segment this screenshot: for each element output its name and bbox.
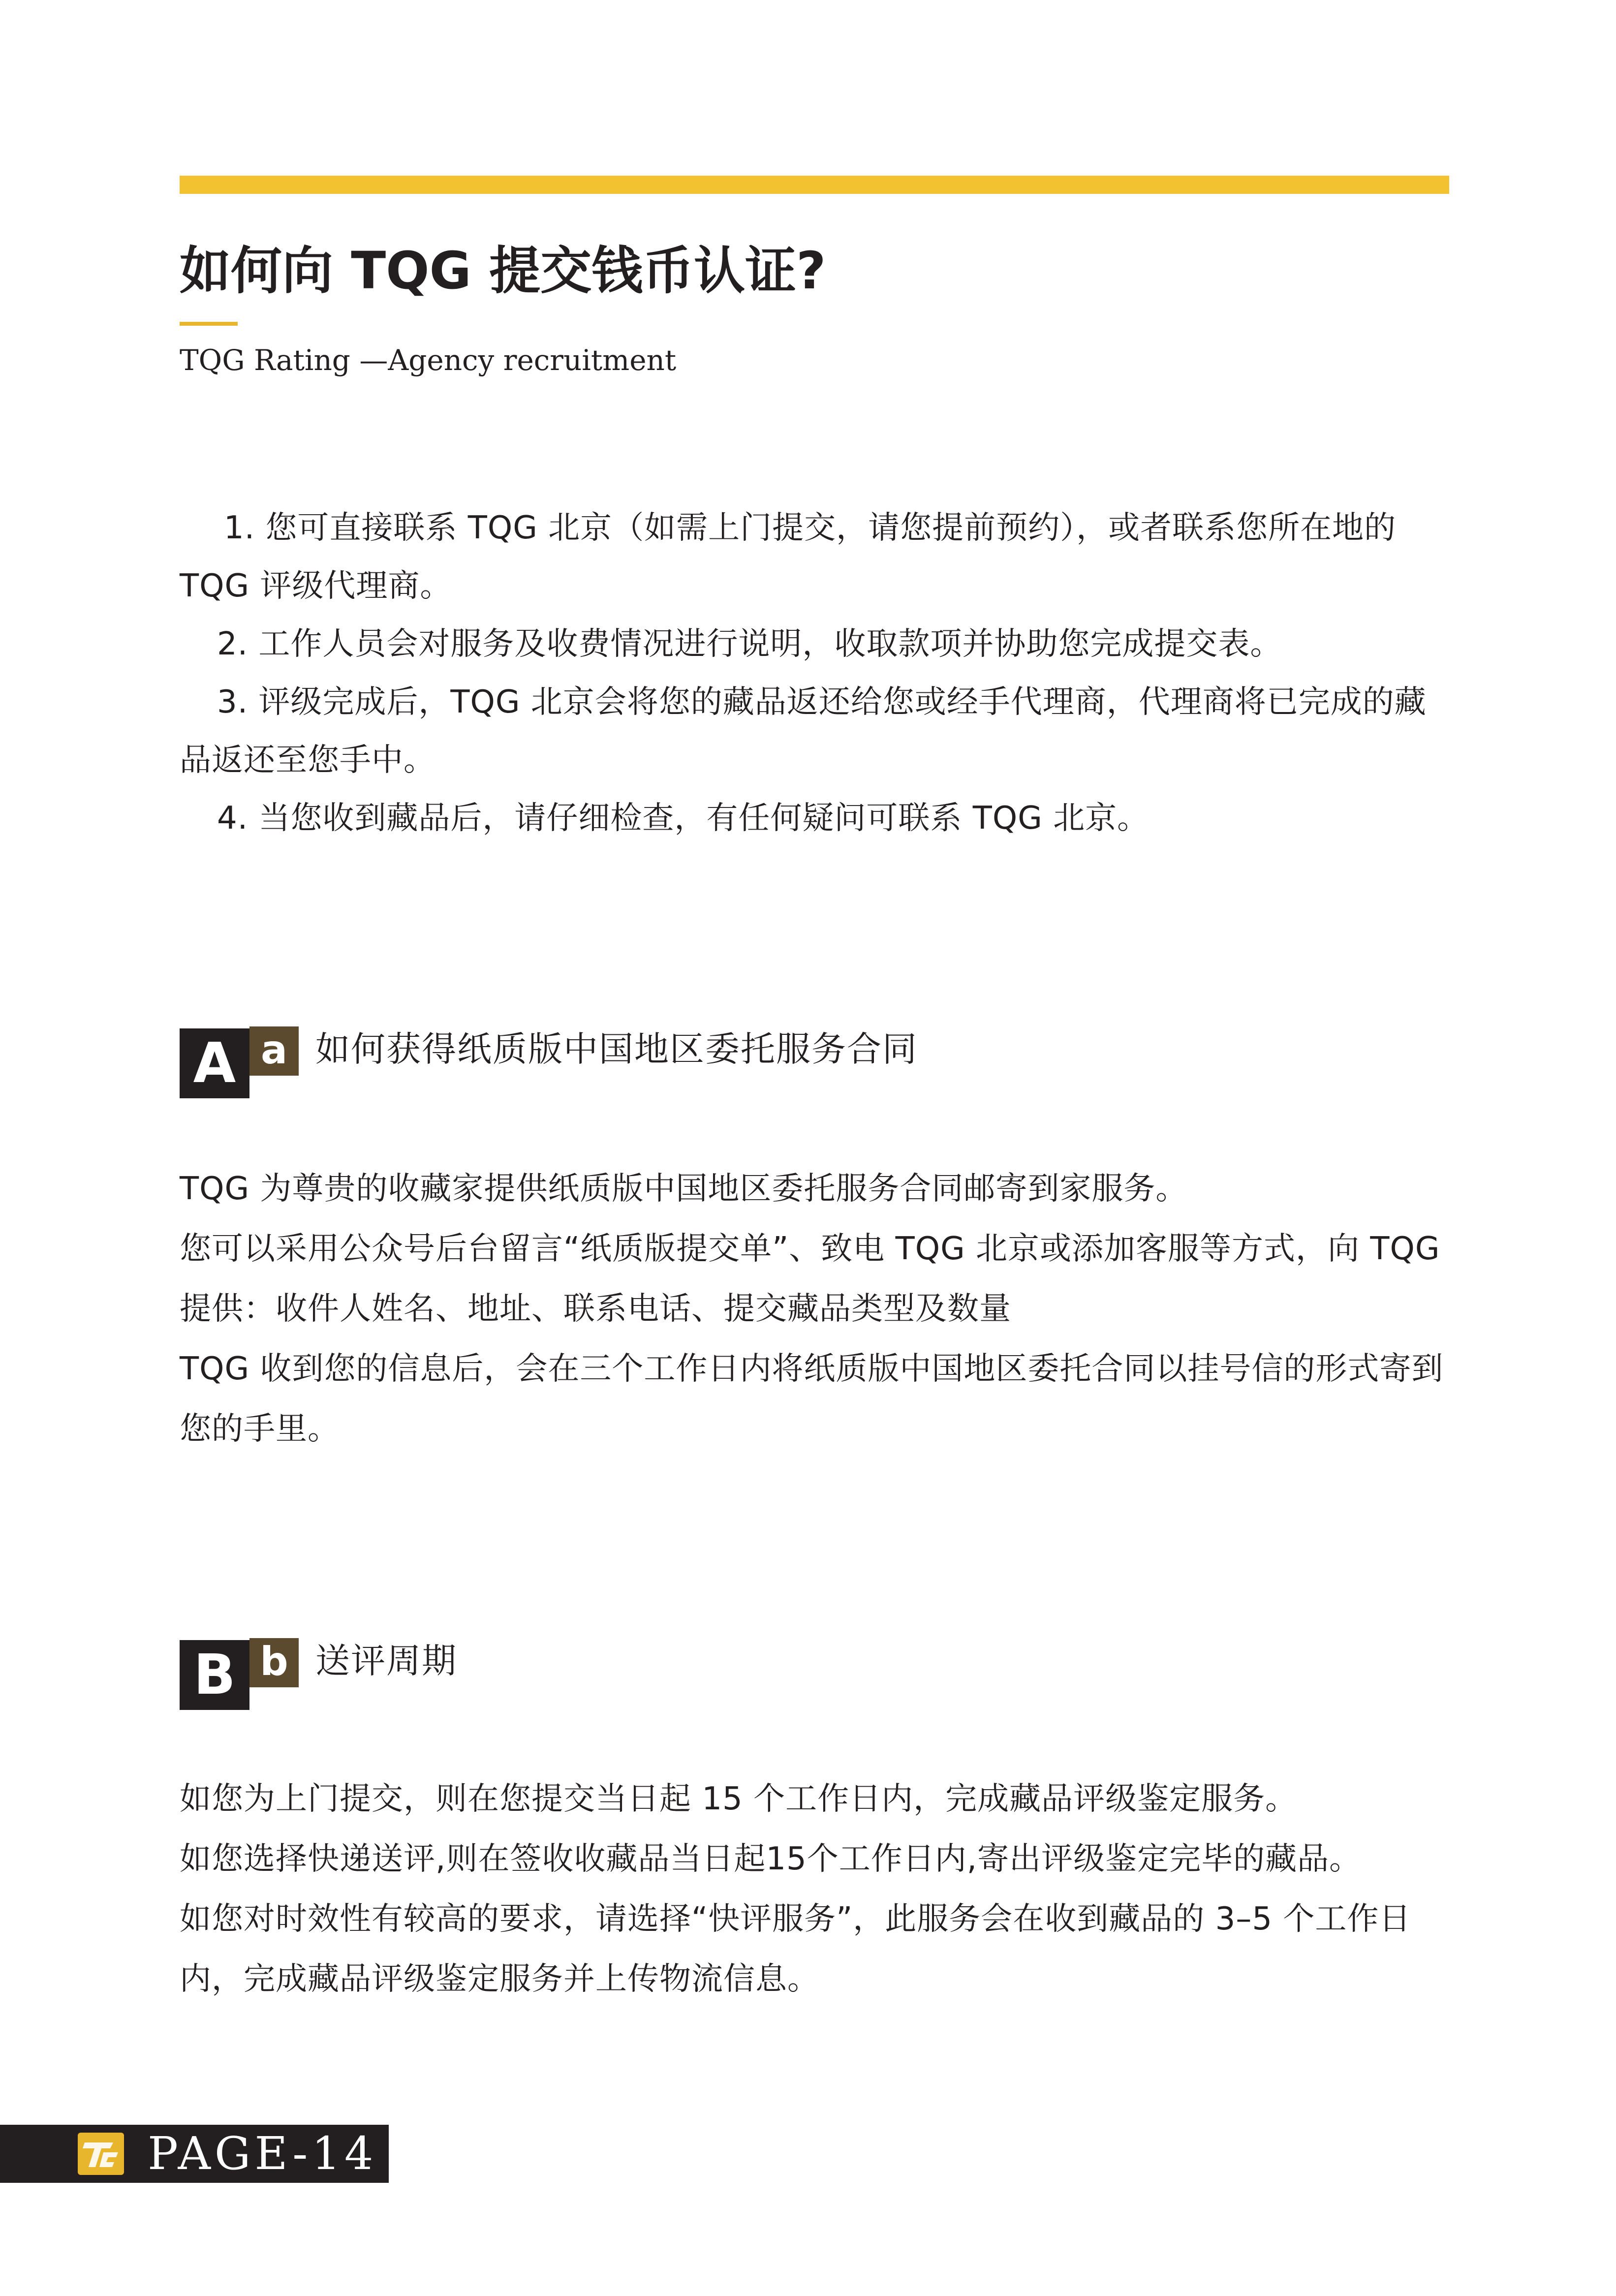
title-underline: [180, 322, 238, 326]
tqg-logo-icon: [78, 2133, 124, 2175]
section-a-body: [180, 1159, 1449, 1459]
submission-steps: [180, 499, 1449, 847]
section-a-paragraph: 您可以采用公众号后台留言“纸质版提交单”、致电 TQG 北京或添加客服等方式，向 TQG 提供：收件人姓名、地址、联系电话、提交藏品类型及数量: [180, 1231, 1440, 1327]
section-b-paragraph: 如您为上门提交，则在您提交当日起 15 个工作日内，完成藏品评级鉴定服务。: [180, 1781, 1298, 1817]
section-a-paragraph: TQG 为尊贵的收藏家提供纸质版中国地区委托服务合同邮寄到家服务。: [180, 1171, 1188, 1207]
step-item: 3. 评级完成后，TQG 北京会将您的藏品返还给您或经手代理商，代理商将已完成的藏品返还至您手中。: [180, 684, 1427, 778]
section-b-header: [180, 1636, 457, 1710]
section-a-header: [180, 1024, 918, 1098]
section-b-title: 送评周期: [315, 1641, 457, 1681]
top-accent-bar: [180, 176, 1449, 194]
page-number-tag: [0, 2125, 389, 2183]
section-a-letter-lower: a: [249, 1026, 299, 1076]
step-item: 1. 您可直接联系 TQG 北京（如需上门提交，请您提前预约），或者联系您所在地的 TQG 评级代理商。: [180, 510, 1397, 604]
page-subtitle: TQG Rating —Agency recruitment: [180, 343, 677, 377]
page-number: PAGE-14: [148, 2127, 377, 2180]
section-b-paragraph: 如您对时效性有较高的要求，请选择“快评服务”，此服务会在收到藏品的 3–5 个工作日内，完成藏品评级鉴定服务并上传物流信息。: [180, 1901, 1411, 1997]
section-b-body: [180, 1769, 1449, 2009]
section-a-title: 如何获得纸质版中国地区委托服务合同: [315, 1029, 918, 1069]
section-b-letter-lower: b: [249, 1638, 299, 1687]
section-b-paragraph: 如您选择快递送评,则在签收收藏品当日起15个工作日内,寄出评级鉴定完毕的藏品。: [180, 1841, 1362, 1877]
section-a-paragraph: TQG 收到您的信息后，会在三个工作日内将纸质版中国地区委托合同以挂号信的形式寄到您的手里。: [180, 1351, 1444, 1447]
section-a-letter-upper: A: [180, 1028, 249, 1098]
page-title: 如何向 TQG 提交钱币认证?: [180, 241, 826, 301]
step-item: 4. 当您收到藏品后，请仔细检查，有任何疑问可联系 TQG 北京。: [217, 800, 1150, 837]
section-b-letter-upper: B: [180, 1640, 249, 1710]
step-item: 2. 工作人员会对服务及收费情况进行说明，收取款项并协助您完成提交表。: [217, 626, 1282, 662]
